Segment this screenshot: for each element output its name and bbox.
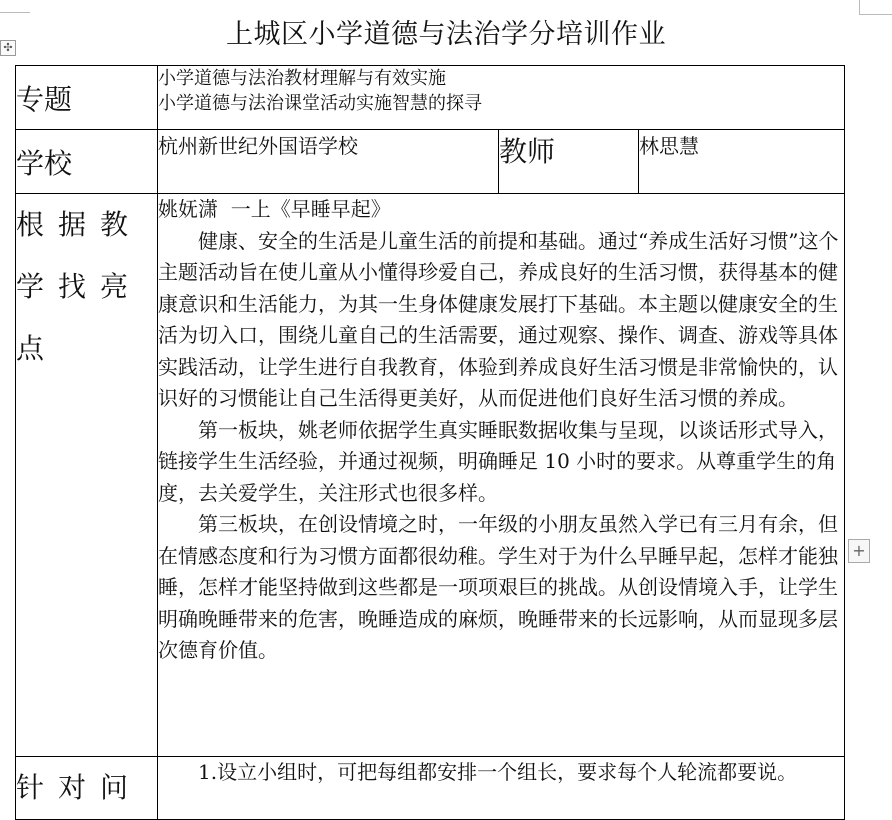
teacher-label: 教师 xyxy=(499,130,639,194)
highlights-content[interactable] xyxy=(158,194,845,757)
topic-value[interactable] xyxy=(158,66,845,130)
school-label: 学校 xyxy=(16,130,158,194)
document-title: 上城区小学道德与法治学分培训作业 xyxy=(226,19,666,50)
highlights-label: 根据教学找亮点 xyxy=(16,194,158,757)
teacher-value[interactable]: 林思慧 xyxy=(639,130,845,194)
school-row xyxy=(16,130,845,194)
issues-content[interactable] xyxy=(158,757,845,820)
issue-item: 1.设立小组时，可把每组都安排一个组长，要求每个人轮流都要说。 xyxy=(198,760,798,784)
highlights-row xyxy=(16,194,845,757)
topic-label: 专题 xyxy=(16,66,158,130)
topic-row xyxy=(16,66,845,130)
paragraph: 第三板块，在创设情境之时，一年级的小朋友虽然入学已有三月有余，但在情感态度和行为习惯方面都很幼稚。学生对于为什么早睡早起，怎样才能独睡，怎样才能坚持做到这些都是一项项艰巨的挑战。从创设情境入手，让学生明确晚睡带来的危害，晚睡造成的麻烦，晚睡带来的长远影响，从而显现多层次德育价值。 xyxy=(158,512,838,662)
author-line: 姚妩潇 一上《早睡早起》 xyxy=(158,197,391,221)
topic-line: 小学道德与法治教材理解与有效实施 xyxy=(158,68,446,89)
issues-label: 针对问 xyxy=(16,757,158,820)
topic-line: 小学道德与法治课堂活动实施智慧的探寻 xyxy=(158,93,482,114)
add-column-button[interactable]: + xyxy=(848,539,870,563)
table-move-handle-icon[interactable]: ✣ xyxy=(0,40,16,56)
paragraph: 健康、安全的生活是儿童生活的前提和基础。通过“养成生活好习惯”这个主题活动旨在使儿童从小懂得珍爱自己，养成良好的生活习惯，获得基本的健康意识和生活能力，为其一生身体健康发展打下基础。本主题以健康安全的生活为切入口，围绕儿童自己的生活需要，通过观察、操作、调查、游戏等具体实践活动，让学生进行自我教育，体验到养成良好生活习惯是非常愉快的，认识好的习惯能让自己生活得更美好，从而促进他们良好生活习惯的养成。 xyxy=(158,228,839,410)
issues-row xyxy=(16,757,845,820)
form-table xyxy=(15,65,845,820)
paragraph: 第一板块，姚老师依据学生真实睡眠数据收集与呈现，以谈话形式导入，链接学生生活经验，并通过视频，明确睡足 10 小时的要求。从尊重学生的角度，去关爱学生，关注形式也很多样。 xyxy=(158,417,838,505)
school-value[interactable]: 杭州新世纪外国语学校 xyxy=(158,130,499,194)
